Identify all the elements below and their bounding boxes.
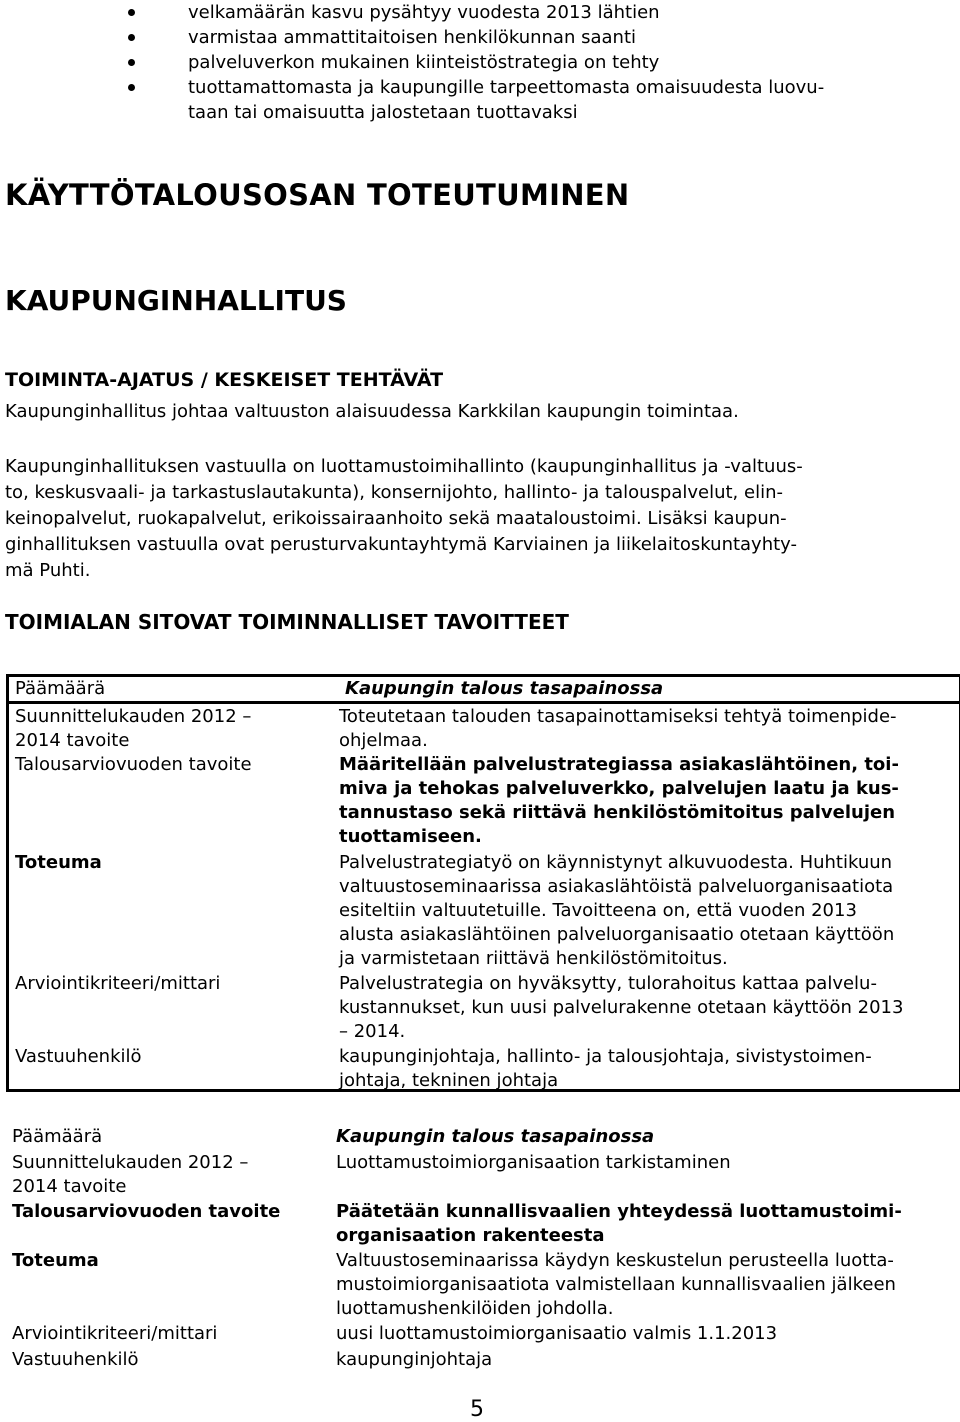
row-label: Toteuma (15, 852, 102, 873)
bullet-icon (128, 34, 135, 41)
row-label-line: 2014 tavoite (12, 1176, 127, 1197)
row-value: kaupunginjohtaja, hallinto- ja talousjohtaja, sivistystoimen- johtaja, tekninen johtaja (339, 1046, 872, 1091)
bullet-text: palveluverkon mukainen kiinteistöstrategia on tehty (188, 52, 660, 73)
row-value: Palvelustrategia on hyväksytty, tulorahoitus kattaa palvelu- kustannukset, kun uusi palvelurakenne otetaan käyttöön 2013 – 2014. (339, 973, 904, 1042)
goal-table-2 (6, 1125, 956, 1375)
mission-paragraph: Kaupunginhallitus johtaa valtuuston alaisuudessa Karkkilan kaupungin toimintaa. (5, 401, 739, 422)
bullet-icon (128, 9, 135, 16)
responsibility-paragraph: Kaupunginhallituksen vastuulla on luottamustoimihallinto (kaupunginhallitus ja -valtuus- to, keskusvaali- ja tarkastuslautakunta), konsernijohto, hallinto- ja talouspalvelut, elin- keinopalvelut, ruokapalvelut, erikoissairaanhoito sekä maataloustoimi. Lisäksi kaupun- ginhallituksen vastuulla ovat perusturvakuntayhtymä Karviainen ja liikelaitoskuntayhty- mä Puhti. (5, 456, 803, 581)
row-value: Kaupungin talous tasapainossa (345, 678, 664, 699)
row-value: Toteutetaan talouden tasapainottamiseksi tehtyä toimenpide- ohjelmaa. (339, 706, 897, 751)
row-value: Kaupungin talous tasapainossa (336, 1126, 655, 1147)
row-label: Talousarviovuoden tavoite (12, 1201, 281, 1222)
row-label-line: Suunnittelukauden 2012 – (12, 1152, 249, 1173)
table-header-divider (9, 701, 959, 704)
goals-heading: TOIMIALAN SITOVAT TOIMINNALLISET TAVOITTEET (5, 610, 569, 634)
row-value: Päätetään kunnallisvaalien yhteydessä luottamustoimi- organisaation rakenteesta (336, 1201, 902, 1246)
row-label: Arviointikriteeri/mittari (12, 1323, 218, 1344)
row-value: Valtuustoseminaarissa käydyn keskustelun perusteella luotta- mustoimiorganisaatiota valmistellaan kunnallisvaalien jälkeen luottamushenkilöiden johdolla. (336, 1250, 896, 1319)
bullet-text: velkamäärän kasvu pysähtyy vuodesta 2013 lähtien (188, 2, 660, 23)
bullet-text: tuottamattomasta ja kaupungille tarpeettomasta omaisuudesta luovu- taan tai omaisuutta jalostetaan tuottavaksi (188, 77, 825, 123)
section-heading: KAUPUNGINHALLITUS (5, 284, 347, 317)
row-label: Vastuuhenkilö (12, 1349, 139, 1370)
row-label: Toteuma (12, 1250, 99, 1271)
row-label: Päämäärä (12, 1126, 103, 1147)
row-label (15, 705, 315, 753)
bullet-icon (128, 84, 135, 91)
page-number: 5 (470, 1397, 484, 1422)
row-label: Vastuuhenkilö (15, 1046, 142, 1067)
row-label-line: 2014 tavoite (15, 730, 130, 751)
row-value: kaupunginjohtaja (336, 1349, 493, 1370)
mission-heading: TOIMINTA-AJATUS / KESKEISET TEHTÄVÄT (5, 369, 444, 391)
main-heading: KÄYTTÖTALOUSOSAN TOTEUTUMINEN (5, 178, 630, 212)
row-value: Palvelustrategiatyö on käynnistynyt alkuvuodesta. Huhtikuun valtuustoseminaarissa asiakaslähtöistä palveluorganisaatiota esiteltiin valtuutetuille. Tavoitteena on, että vuoden 2013 alusta asiakaslähtöinen palveluorganisaatio otetaan käyttöön ja varmistetaan riittävä henkilöstömitoitus. (339, 852, 895, 969)
row-value: Määritellään palvelustrategiassa asiakaslähtöinen, toi- miva ja tehokas palveluverkko, palvelujen laatu ja kus- tannustaso sekä riittävä henkilöstömitoitus palvelujen tuottamiseen. (339, 754, 899, 847)
row-label (12, 1151, 312, 1199)
bullet-text: varmistaa ammattitaitoisen henkilökunnan saanti (188, 27, 636, 48)
row-label: Talousarviovuoden tavoite (15, 754, 252, 775)
row-value: Luottamustoimiorganisaation tarkistaminen (336, 1152, 731, 1173)
row-label-line: Suunnittelukauden 2012 – (15, 706, 252, 727)
goal-table-1 (6, 674, 960, 1092)
row-label: Päämäärä (15, 678, 106, 699)
row-label: Arviointikriteeri/mittari (15, 973, 221, 994)
bullet-icon (128, 59, 135, 66)
row-value: uusi luottamustoimiorganisaatio valmis 1.1.2013 (336, 1323, 778, 1344)
